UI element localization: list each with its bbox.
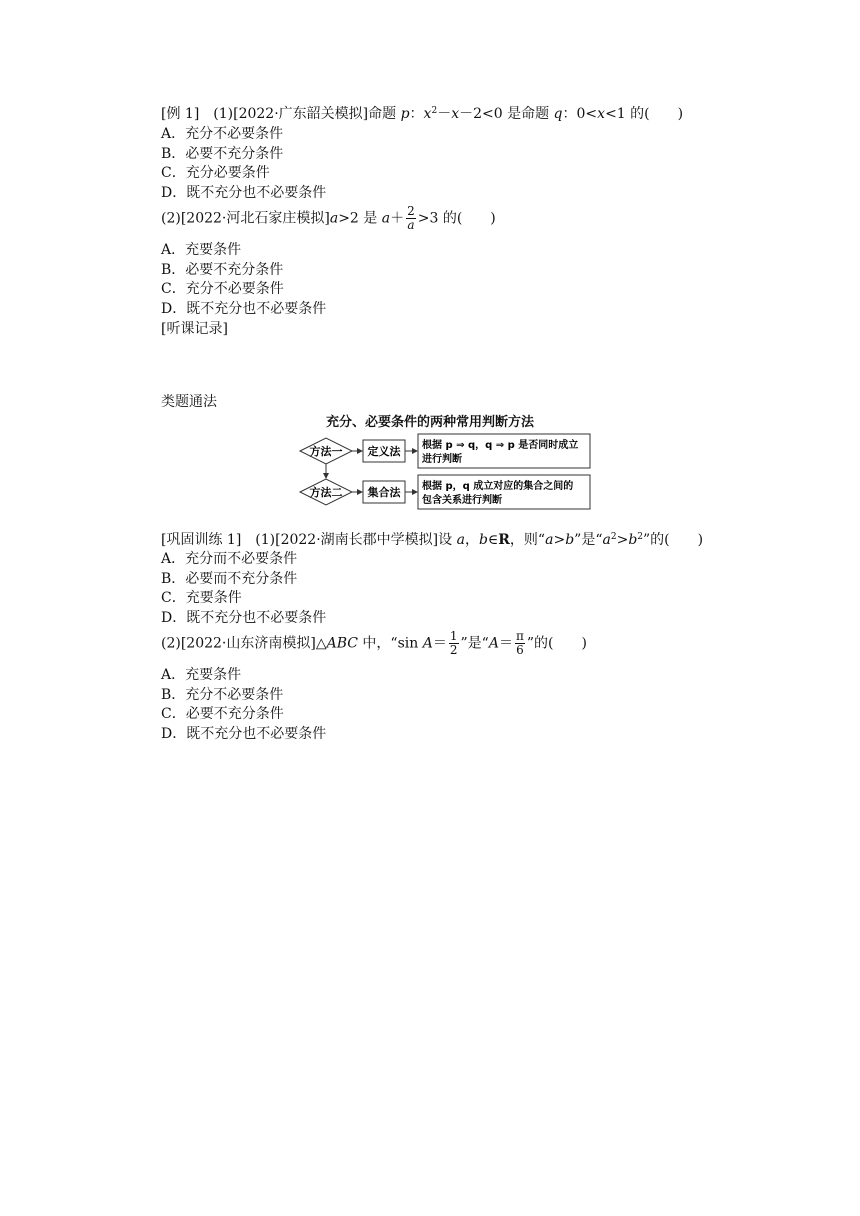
method1-name: 定义法 bbox=[367, 445, 401, 458]
practice1-q2-option-d: D．既不充分也不必要条件 bbox=[161, 726, 327, 742]
method2-desc-line1: 根据 p，q 成立对应的集合之间的 bbox=[422, 481, 574, 492]
lecture-notes-label: [听课记录] bbox=[161, 321, 228, 337]
practice1-option-b: B．必要而不充分条件 bbox=[161, 571, 298, 587]
example1-tag: [例 1] bbox=[161, 106, 200, 122]
method1-desc-line1: 根据 p ⇒ q，q ⇒ p 是否同时成立 bbox=[422, 440, 579, 451]
practice1-question1: [巩固训练 1] (1)[2022·湖南长郡中学模拟]设 a，b∈R，则“a>b”是“$a^2>b^2$”的( ) bbox=[161, 532, 704, 548]
method1-desc-line2: 进行判断 bbox=[422, 454, 462, 465]
practice1-option-a: A．充分而不必要条件 bbox=[161, 551, 298, 567]
fraction-2-over-a: $\frac{2}{a}$ bbox=[407, 204, 415, 232]
method2-label: 方法二 bbox=[309, 486, 343, 499]
method1-label: 方法一 bbox=[309, 445, 343, 458]
method-heading: 类题通法 bbox=[161, 394, 217, 410]
practice1-question2: (2)[2022·山东济南模拟]△ABC 中，“sin A＝ $\frac{1}{2}$ ”是“A＝ $\frac{\pi}{6}$ ”的( ) bbox=[161, 629, 587, 657]
fraction-1-over-2: $\frac{1}{2}$ bbox=[449, 629, 458, 657]
example1-question2: (2)[2022·河北石家庄模拟]a>2 是 a＋ $\frac{2}{a}$ >3 的( ) bbox=[161, 204, 496, 232]
example1-option-a: A．充分不必要条件 bbox=[161, 126, 284, 142]
practice1-option-c: C．充要条件 bbox=[161, 590, 242, 606]
example1-question1: [例 1] (1)[2022·广东韶关模拟]命题 p：$x^2-x-2<0$ 是命题 q：0<x<1 的( ) bbox=[161, 106, 684, 122]
example1-q2-option-a: A．充要条件 bbox=[161, 242, 242, 258]
example1-option-d: D．既不充分也不必要条件 bbox=[161, 185, 327, 201]
diagram-title: 充分、必要条件的两种常用判断方法 bbox=[325, 415, 534, 430]
practice1-option-d: D．既不充分也不必要条件 bbox=[161, 610, 327, 626]
example1-option-c: C．充分必要条件 bbox=[161, 165, 270, 181]
example1-q2-option-b: B．必要不充分条件 bbox=[161, 262, 284, 278]
practice1-q2-option-c: C．必要不充分条件 bbox=[161, 706, 284, 722]
practice1-q2-option-b: B．充分不必要条件 bbox=[161, 687, 284, 703]
method2-desc-line2: 包含关系进行判断 bbox=[422, 495, 502, 506]
practice1-q2-option-a: A．充要条件 bbox=[161, 667, 242, 683]
example1-option-b: B．必要不充分条件 bbox=[161, 146, 284, 162]
example1-q2-option-d: D．既不充分也不必要条件 bbox=[161, 301, 327, 317]
example1-q2-option-c: C．充分不必要条件 bbox=[161, 281, 284, 297]
practice1-tag: [巩固训练 1] bbox=[161, 532, 242, 548]
fraction-pi-over-6: $\frac{\pi}{6}$ bbox=[515, 629, 524, 657]
method-flowchart bbox=[298, 432, 598, 532]
method2-name: 集合法 bbox=[367, 486, 401, 499]
